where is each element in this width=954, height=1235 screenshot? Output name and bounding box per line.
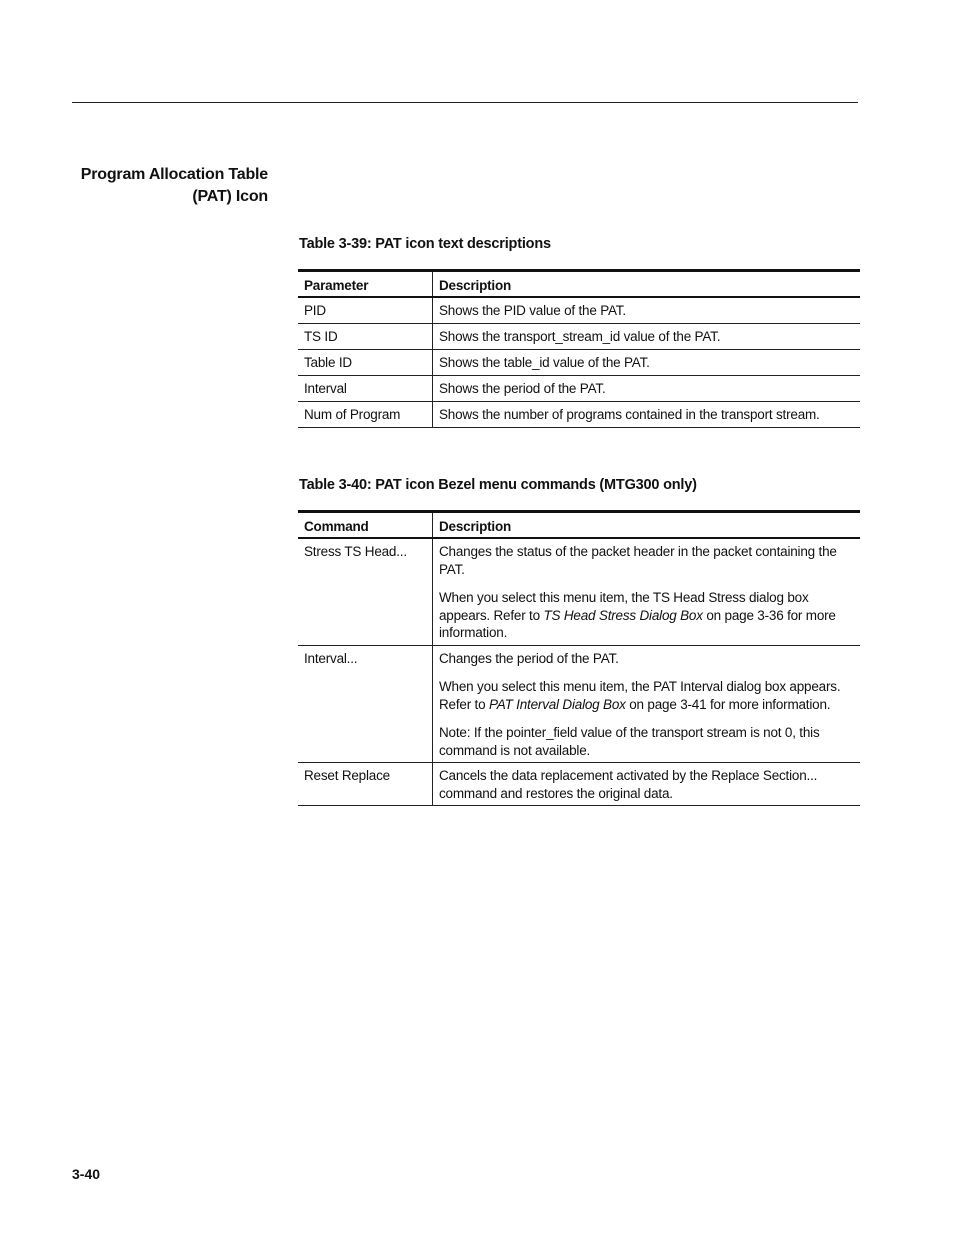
column-header-parameter: Parameter xyxy=(298,271,433,298)
description-text: on page 3-36 for more information. xyxy=(439,607,836,640)
command-cell: Stress TS Head... xyxy=(298,538,433,645)
section-heading xyxy=(60,164,268,208)
column-header-description: Description xyxy=(439,277,512,293)
description-cell: Shows the number of programs contained in the transport stream. xyxy=(439,407,820,422)
parameter-cell: Interval xyxy=(298,376,433,402)
table-row xyxy=(298,402,860,428)
description-cell xyxy=(433,645,861,763)
table-row xyxy=(298,763,860,806)
parameter-cell: TS ID xyxy=(298,324,433,350)
description-cell xyxy=(433,538,861,645)
description-paragraph xyxy=(439,678,854,713)
table-header-row xyxy=(298,512,860,539)
table1-caption: Table 3-39: PAT icon text descriptions xyxy=(299,236,551,252)
top-rule xyxy=(72,102,858,103)
cross-reference-title: TS Head Stress Dialog Box xyxy=(543,607,703,623)
table-row xyxy=(298,350,860,376)
note-paragraph: Note: If the pointer_field value of the transport stream is not 0, this command is not available. xyxy=(439,725,820,758)
description-cell: Shows the table_id value of the PAT. xyxy=(439,355,650,370)
page-number: 3-40 xyxy=(72,1166,101,1182)
table-row xyxy=(298,324,860,350)
parameter-cell: Num of Program xyxy=(298,402,433,428)
column-header-command: Command xyxy=(298,512,433,539)
description-text: When you select this menu item, the TS Head Stress dialog box appears. Refer to xyxy=(439,590,809,623)
description-cell xyxy=(433,763,861,806)
description-text: on page 3-41 for more information. xyxy=(625,696,831,712)
command-cell: Interval... xyxy=(298,645,433,763)
pat-text-descriptions-table xyxy=(298,269,860,428)
command-cell: Reset Replace xyxy=(298,763,433,806)
description-paragraph: Changes the period of the PAT. xyxy=(439,650,619,666)
table-row xyxy=(298,538,860,645)
table-row xyxy=(298,297,860,324)
table-header-row xyxy=(298,271,860,298)
cross-reference-title: PAT Interval Dialog Box xyxy=(488,696,626,712)
pat-bezel-menu-commands-table xyxy=(298,510,860,806)
description-paragraph xyxy=(439,589,854,642)
description-paragraph: Changes the status of the packet header in the packet containing the PAT. xyxy=(439,544,837,577)
parameter-cell: Table ID xyxy=(298,350,433,376)
section-heading-line2: (PAT) Icon xyxy=(192,188,268,205)
description-cell: Shows the transport_stream_id value of the PAT. xyxy=(439,329,721,344)
description-paragraph: Cancels the data replacement activated by the Replace Section... command and restores the original data. xyxy=(439,768,818,801)
parameter-cell: PID xyxy=(298,297,433,324)
section-heading-line1: Program Allocation Table xyxy=(80,166,268,183)
table-row xyxy=(298,376,860,402)
description-cell: Shows the period of the PAT. xyxy=(439,381,606,396)
table-row xyxy=(298,645,860,763)
table2-caption: Table 3-40: PAT icon Bezel menu commands (MTG300 only) xyxy=(299,477,697,493)
description-text: When you select this menu item, the PAT Interval dialog box appears. Refer to xyxy=(439,679,841,712)
description-cell: Shows the PID value of the PAT. xyxy=(439,303,626,318)
column-header-description: Description xyxy=(439,518,512,534)
